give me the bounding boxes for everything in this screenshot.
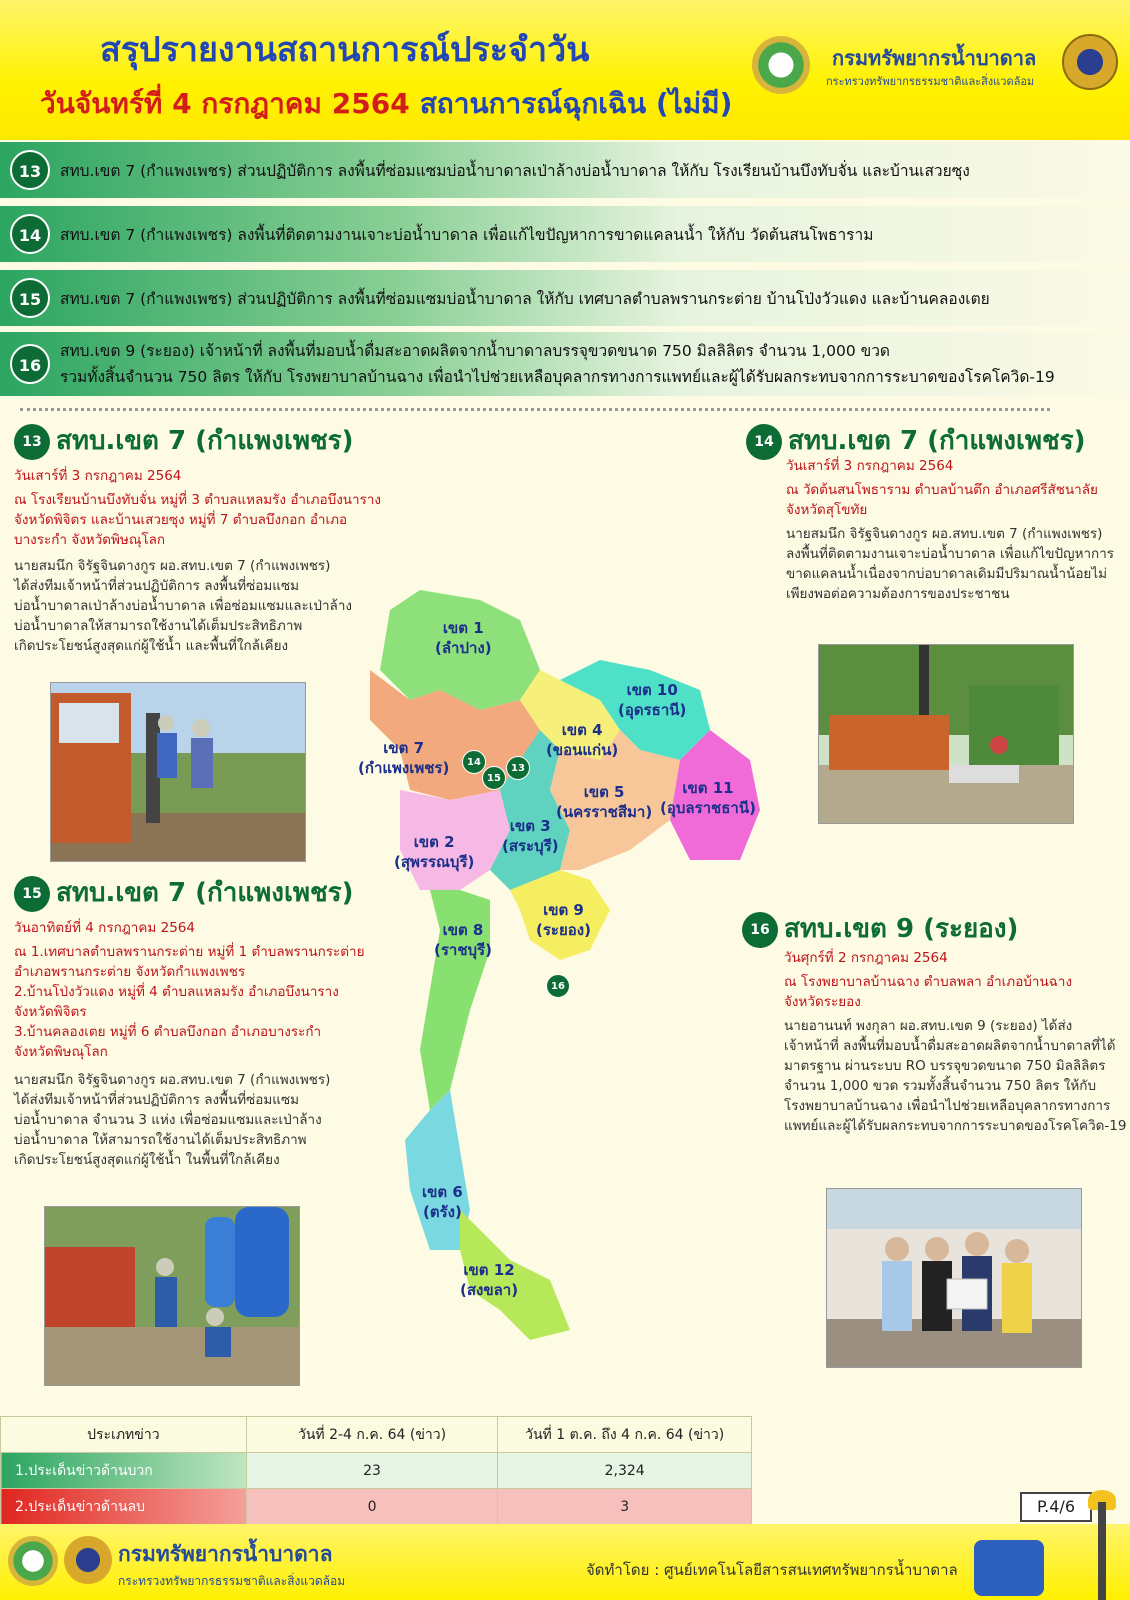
map-regions — [370, 590, 760, 1340]
body-line: บ่อน้ำบาดาลเป่าล้างบ่อน้ำบาดาล เพื่อซ่อมแซมและเป่าล้าง — [14, 598, 353, 614]
body-line: เกิดประโยชน์สูงสุดแก่ผู้ใช้น้ำ ในพื้นที่ใกล้เคียง — [14, 1152, 280, 1168]
news-text-line: สทบ.เขต 9 (ระยอง) เจ้าหน้าที่ ลงพื้นที่มอบน้ำดื่มสะอาดผลิตจากน้ำบาดาลบรรจุขวดขนาด 750 มิลลิลิตร จำนวน 1,000 ขวด — [60, 342, 890, 360]
news-item-13 — [0, 142, 1130, 198]
body-line: เกิดประโยชน์สูงสุดแก่ผู้ใช้น้ำ และพื้นที่ใกล้เคียง — [14, 638, 289, 654]
photo-water-donation-image — [827, 1189, 1082, 1368]
news-number-badge: 14 — [10, 214, 50, 254]
story-date: วันอาทิตย์ที่ 4 กรกฎาคม 2564 — [14, 920, 195, 936]
news-item-15 — [0, 270, 1130, 326]
location-line: 3.บ้านคลองเตย หมู่ที่ 6 ตำบลบึงกอก อำเภอบางระกำ — [14, 1024, 322, 1040]
news-text: สทบ.เขต 7 (กำแพงเพชร) ส่วนปฏิบัติการ ลงพื้นที่ซ่อมแซมบ่อน้ำบาดาลเป่าล้างบ่อน้ำบาดาล ให้กับ โรงเรียนบ้านบึงทับจั่น และบ้านเสวยซุง — [60, 162, 970, 180]
location-line: จังหวัดพิจิตร และบ้านเสวยซุง หมู่ที่ 7 ตำบลบึงกอก อำเภอ — [14, 512, 348, 528]
row-label-negative: 2.ประเด็นข่าวด้านลบ — [1, 1489, 247, 1525]
row-label-positive: 1.ประเด็นข่าวด้านบวก — [1, 1453, 247, 1489]
news-item-16 — [0, 332, 1130, 396]
photo-pump-repair — [44, 1206, 300, 1386]
news-number-badge: 13 — [10, 150, 50, 190]
footer — [0, 1524, 1130, 1600]
location-line: จังหวัดระยอง — [784, 994, 861, 1010]
location-line: บางระกำ จังหวัดพิษณุโลก — [14, 532, 166, 548]
table-header: วันที่ 2-4 ก.ค. 64 (ข่าว) — [246, 1417, 498, 1453]
table-cell: 2,324 — [498, 1453, 752, 1489]
zone-label-4: เขต 4 (ขอนแก่น) — [546, 721, 619, 759]
story-location — [784, 972, 1072, 1012]
story-number-badge: 16 — [742, 912, 778, 948]
table-cell: 3 — [498, 1489, 752, 1525]
story-location — [786, 480, 1098, 520]
photo-well-drilling — [818, 644, 1074, 824]
location-line: 2.บ้านโป่งวัวแดง หมู่ที่ 4 ตำบลแหลมรัง อำเภอบึงนาราง — [14, 984, 339, 1000]
map-pin-16: 16 — [546, 974, 570, 998]
news-text-line: รวมทั้งสิ้นจำนวน 750 ลิตร ให้กับ โรงพยาบาลบ้านฉาง เพื่อนำไปช่วยเหลือบุคลากรทางการแพทย์และผู้ได้รับผลกระทบจากการระบาดของโรคโควิด-19 — [60, 368, 1055, 386]
body-line: นายสมนึก จิรัฐจินดางกูร ผอ.สทบ.เขต 7 (กำแพงเพชร) — [14, 558, 331, 574]
table-cell: 23 — [246, 1453, 498, 1489]
body-line: เพียงพอต่อความต้องการของประชาชน — [786, 586, 1010, 602]
body-line: นายสมนึก จิรัฐจินดางกูร ผอ.สทบ.เขต 7 (กำแพงเพชร) — [14, 1072, 331, 1088]
story-number-badge: 15 — [14, 876, 50, 912]
location-line: อำเภอพรานกระต่าย จังหวัดกำแพงเพชร — [14, 964, 246, 980]
table-cell: 0 — [246, 1489, 498, 1525]
zone-label-6: เขต 6 (ตรัง) — [422, 1183, 463, 1221]
location-line: จังหวัดสุโขทัย — [786, 502, 868, 518]
news-text: สทบ.เขต 7 (กำแพงเพชร) ส่วนปฏิบัติการ ลงพื้นที่ซ่อมแซมบ่อน้ำบาดาล ให้กับ เทศบาลตำบลพรานกระต่าย บ้านโป่งวัวแดง และบ้านคลองเตย — [60, 290, 990, 308]
divider — [20, 408, 1050, 411]
page-title: สรุปรายงานสถานการณ์ประจำวัน — [100, 30, 590, 70]
zone-label-2: เขต 2 (สุพรรณบุรี) — [394, 833, 475, 871]
location-line: จังหวัดพิจิตร — [14, 1004, 87, 1020]
page-number: P.4/6 — [1020, 1492, 1092, 1522]
table-row — [1, 1489, 752, 1525]
story-title: สทบ.เขต 7 (กำแพงเพชร) — [788, 426, 1086, 456]
story-title: สทบ.เขต 7 (กำแพงเพชร) — [56, 878, 354, 908]
news-text: สทบ.เขต 7 (กำแพงเพชร) ลงพื้นที่ติดตามงานเจาะบ่อน้ำบาดาล เพื่อแก้ไขปัญหาการขาดแคลนน้ำ ให้กับ วัดต้นสนโพธาราม — [60, 226, 874, 244]
dgr-logo-icon — [752, 36, 810, 94]
table-header: ประเภทข่าว — [1, 1417, 247, 1453]
body-line: ลงพื้นที่ติดตามงานเจาะบ่อน้ำบาดาล เพื่อแก้ไขปัญหาการ — [786, 546, 1115, 562]
news-number-badge: 16 — [10, 344, 50, 384]
body-line: บ่อน้ำบาดาลให้สามารถใช้งานได้เต็มประสิทธิภาพ — [14, 618, 303, 634]
table-header-row — [1, 1417, 752, 1453]
body-line: บ่อน้ำบาดาล ให้สามารถใช้งานได้เต็มประสิทธิภาพ — [14, 1132, 307, 1148]
body-line: ได้ส่งทีมเจ้าหน้าที่ส่วนปฏิบัติการ ลงพื้นที่ซ่อมแซม — [14, 578, 300, 594]
story-title: สทบ.เขต 9 (ระยอง) — [784, 914, 1019, 944]
map-pin-14: 14 — [462, 750, 486, 774]
photo-well-drilling-image — [819, 645, 1074, 824]
location-line: ณ 1.เทศบาลตำบลพรานกระต่าย หมู่ที่ 1 ตำบลพรานกระต่าย — [14, 944, 365, 960]
body-line: นายอานนท์ พงกุลา ผอ.สทบ.เขต 9 (ระยอง) ได้ส่ง — [784, 1018, 1073, 1034]
footer-org-name: กรมทรัพยากรน้ำบาดาล — [118, 1542, 333, 1566]
drilling-truck-icon — [974, 1540, 1044, 1596]
location-line: ณ โรงพยาบาลบ้านฉาง ตำบลพลา อำเภอบ้านฉาง — [784, 974, 1073, 990]
ministry-seal-icon — [1062, 34, 1118, 90]
story-date: วันเสาร์ที่ 3 กรกฎาคม 2564 — [786, 458, 954, 474]
story-number-badge: 13 — [14, 424, 50, 460]
location-line: จังหวัดพิษณุโลก — [14, 1044, 108, 1060]
map-pin-13: 13 — [506, 756, 530, 780]
body-line: แพทย์และผู้ได้รับผลกระทบจากการระบาดของโรคโควิด-19 — [784, 1118, 1127, 1134]
story-number-badge: 14 — [746, 424, 782, 460]
body-line: ได้ส่งทีมเจ้าหน้าที่ส่วนปฏิบัติการ ลงพื้นที่ซ่อมแซม — [14, 1092, 300, 1108]
body-line: มาตรฐาน ผ่านระบบ RO บรรจุขวดขนาด 750 มิลลิลิตร — [784, 1058, 1106, 1074]
story-date: วันศุกร์ที่ 2 กรกฎาคม 2564 — [784, 950, 948, 966]
emergency-status: สถานการณ์ฉุกเฉิน (ไม่มี) — [419, 87, 733, 120]
story-body — [14, 556, 352, 656]
story-location — [14, 490, 381, 550]
story-body — [784, 1016, 1126, 1136]
photo-pump-repair-image — [45, 1207, 300, 1386]
story-date: วันเสาร์ที่ 3 กรกฎาคม 2564 — [14, 468, 182, 484]
table-header: วันที่ 1 ต.ค. ถึง 4 ก.ค. 64 (ข่าว) — [498, 1417, 752, 1453]
org-name: กรมทรัพยากรน้ำบาดาล — [832, 46, 1037, 70]
zone-label-12: เขต 12 (สงขลา) — [460, 1261, 519, 1299]
story-location — [14, 942, 365, 1062]
dgr-logo-icon — [8, 1536, 58, 1586]
story-title: สทบ.เขต 7 (กำแพงเพชร) — [56, 426, 354, 456]
location-line: ณ โรงเรียนบ้านบึงทับจั่น หมู่ที่ 3 ตำบลแหลมรัง อำเภอบึงนาราง — [14, 492, 382, 508]
zone-label-1: เขต 1 (ลำปาง) — [435, 619, 492, 657]
news-item-14 — [0, 206, 1130, 262]
news-stats-table — [0, 1416, 752, 1525]
thailand-groundwater-region-map — [350, 570, 770, 1350]
news-text — [60, 338, 1055, 390]
report-date-line — [40, 82, 732, 126]
photo-well-repair — [50, 682, 306, 862]
zone-label-10: เขต 10 (อุดรธานี) — [618, 681, 687, 719]
body-line: บ่อน้ำบาดาล จำนวน 3 แห่ง เพื่อซ่อมแซมและเป่าล้าง — [14, 1112, 322, 1128]
zone-label-3: เขต 3 (สระบุรี) — [502, 817, 559, 855]
body-line: จำนวน 1,000 ขวด รวมทั้งสิ้นจำนวน 750 ลิตร ให้กับ — [784, 1078, 1097, 1094]
water-tower-pole — [1098, 1502, 1106, 1600]
zone-label-9: เขต 9 (ระยอง) — [536, 901, 591, 939]
report-date: วันจันทร์ที่ 4 กรกฎาคม 2564 — [40, 87, 410, 120]
photo-well-repair-image — [51, 683, 306, 862]
story-body — [14, 1070, 330, 1170]
body-line: ขาดแคลนน้ำเนื่องจากบ่อบาดาลเดิมมีปริมาณน้ำน้อยไม่ — [786, 566, 1108, 582]
story-body — [786, 524, 1114, 604]
table-row — [1, 1453, 752, 1489]
zone-label-8: เขต 8 (ราชบุรี) — [434, 921, 492, 959]
ministry-seal-icon — [64, 1536, 112, 1584]
header-banner — [0, 0, 1130, 140]
zone-label-7: เขต 7 (กำแพงเพชร) — [358, 739, 450, 777]
location-line: ณ วัดต้นสนโพธาราม ตำบลบ้านตึก อำเภอศรีสัชนาลัย — [786, 482, 1098, 498]
zone-label-5: เขต 5 (นครราชสีมา) — [556, 783, 653, 821]
photo-water-donation — [826, 1188, 1082, 1368]
map-pin-15: 15 — [482, 766, 506, 790]
ministry-name: กระทรวงทรัพยากรธรรมชาติและสิ่งแวดล้อม — [826, 75, 1035, 88]
map-shape — [350, 570, 770, 1350]
news-number-badge: 15 — [10, 278, 50, 318]
zone-label-11: เขต 11 (อุบลราชธานี) — [660, 779, 756, 817]
footer-ministry-name: กระทรวงทรัพยากรธรรมชาติและสิ่งแวดล้อม — [118, 1574, 346, 1588]
body-line: เจ้าหน้าที่ ลงพื้นที่มอบน้ำดื่มสะอาดผลิตจากน้ำบาดาลที่ได้ — [784, 1038, 1116, 1054]
body-line: โรงพยาบาลบ้านฉาง เพื่อนำไปช่วยเหลือบุคลากรทางการ — [784, 1098, 1111, 1114]
body-line: นายสมนึก จิรัฐจินดางกูร ผอ.สทบ.เขต 7 (กำแพงเพชร) — [786, 526, 1103, 542]
footer-credit: จัดทำโดย : ศูนย์เทคโนโลยีสารสนเทศทรัพยากรน้ำบาดาล — [586, 1561, 958, 1579]
